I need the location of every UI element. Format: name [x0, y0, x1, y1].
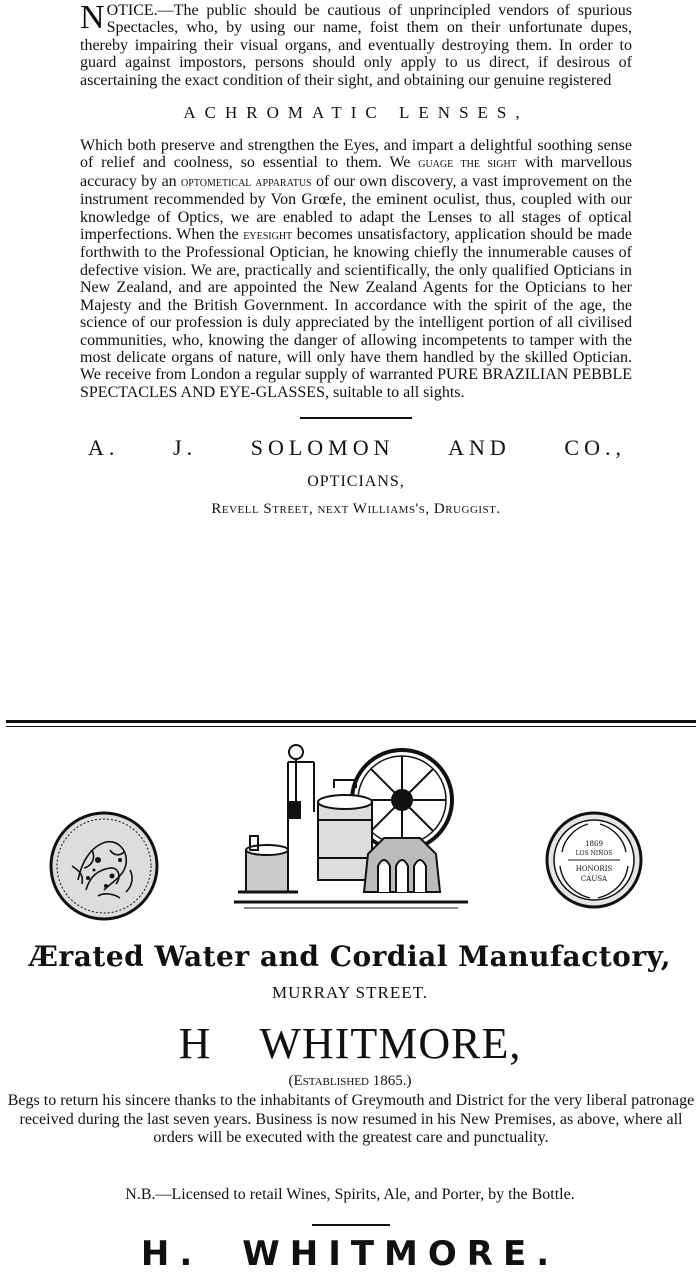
- established-year: (Established 1865.): [288, 1073, 412, 1089]
- firm-signature: [80, 435, 632, 461]
- medal-text-line: LOS NIÑOS: [575, 850, 613, 857]
- optician-advertisement: [80, 2, 632, 518]
- section-separator-thin: [6, 726, 696, 727]
- body-text-b: with marvellous accuracy by an: [80, 154, 632, 190]
- lenses-body-paragraph: [80, 137, 632, 401]
- body-text-d: becomes unsatisfactory, application should be made forthwith to the Professional Optician, he knowing chiefly the innumerable causes of defective vision. We are, practically and scientifically, the only qualified Opticians in New Zealand, and are appointed the New Zealand Agents for the Opticians to her Majesty and the British Government. In accordance with the spirit of the age, the science of our profession is duly appreciated by the intelligent portion of all civilised communities, who, knowing the danger of allowing incompetents to tamper with the most delicate organs of nature, will only have them handled by the skilled Optician. We receive from London a regular supply of warranted PURE BRAZILIAN PEBBLE SPECTACLES AND EYE-GLASSES, suitable to all sights.: [80, 226, 632, 401]
- firm-address: Revell Street, next Williams's, Druggist.: [211, 501, 501, 518]
- body-smallcaps-1: guage the sight: [418, 156, 517, 172]
- right-medal-award: [544, 810, 644, 910]
- medal-text-line: HONORIS: [575, 865, 613, 873]
- opticians-label: OPTICIANS,: [307, 473, 405, 491]
- manufactory-title: Ærated Water and Cordial Manufactory,: [29, 940, 671, 973]
- footer-owner-name: [0, 1234, 700, 1274]
- body-text-c: of our own discovery, a vast improvement on the instrument recommended by Von Grœfe, the eminent oculist, thus, coupled with our knowledge of Optics, we are enabled to adapt the Lenses to all stages of optical imperfections. When the: [80, 172, 633, 244]
- left-medal-engraving: [48, 810, 160, 922]
- section-separator-thick: [6, 720, 696, 723]
- body-smallcaps-2: optometical apparatus: [181, 174, 312, 190]
- licence-note: N.B.—Licensed to retail Wines, Spirits, Ale, and Porter, by the Bottle.: [125, 1186, 575, 1203]
- medal-text-line: CAUSA: [580, 875, 608, 883]
- owner-name: [0, 1018, 700, 1069]
- thanks-paragraph: Begs to return his sincere thanks to the inhabitants of Greymouth and District for the very liberal patronage received during the last seven years. Business is now resumed in his New Premises, as above, where all orders will be executed with the greatest care and punctuality.: [7, 1092, 695, 1147]
- owner-surname: WHITMORE,: [259, 1019, 522, 1068]
- divider-rule: [312, 1224, 390, 1226]
- sig-word: SOLOMON: [250, 435, 395, 461]
- notice-text: OTICE.—The public should be cautious of unprincipled vendors of spurious Spectacles, who, by using our name, foist them on their unfortunate dupes, thereby impairing their visual organs, and eventually destroying them. In order to guard against impostors, persons should only apply to us direct, if desirous of ascertaining the exact condition of their sight, and obtaining our genuine registered: [80, 2, 632, 89]
- factory-machinery-engraving: [234, 742, 468, 910]
- body-text-a: Which both preserve and strengthen the Eyes, and impart a delightful soothing sense of relief and coolness, so essential to them. We: [80, 137, 632, 172]
- footer-surname: WHITMORE.: [242, 1234, 560, 1274]
- sig-word: AND: [448, 435, 511, 461]
- medal-text-line: 1869: [585, 840, 603, 848]
- lenses-heading: ACHROMATIC LENSES,: [183, 103, 529, 123]
- sig-word: A.: [88, 435, 120, 461]
- manufactory-street: MURRAY STREET.: [271, 983, 428, 1002]
- body-smallcaps-3: eyesight: [243, 228, 293, 244]
- divider-rule: [300, 417, 412, 419]
- owner-initial: H: [178, 1019, 212, 1068]
- footer-initial: H.: [140, 1234, 203, 1274]
- sig-word: J.: [173, 435, 198, 461]
- notice-dropcap: N: [80, 0, 105, 36]
- sig-word: CO.,: [564, 435, 626, 461]
- notice-paragraph: [80, 2, 632, 89]
